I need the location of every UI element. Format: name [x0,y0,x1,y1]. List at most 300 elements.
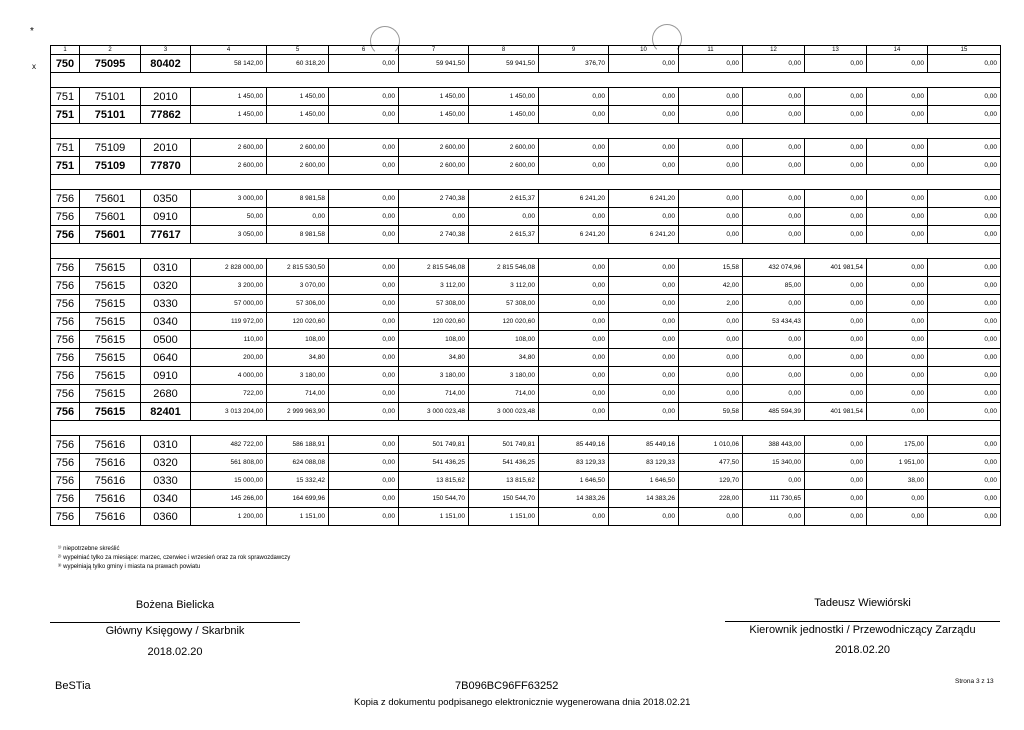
amount-cell: 14 383,26 [609,490,679,508]
amount-cell: 3 180,00 [267,367,329,385]
classification-cell: 0310 [141,436,191,454]
table-row [51,139,1001,157]
amount-cell: 2 600,00 [399,157,469,175]
table-row [51,88,1001,106]
amount-cell: 0,00 [928,472,1001,490]
classification-cell: 75601 [80,226,141,244]
amount-cell: 0,00 [928,313,1001,331]
amount-cell: 58 142,00 [191,55,267,73]
separator-cell [51,244,1001,259]
amount-cell: 13 815,62 [399,472,469,490]
amount-cell: 13 815,62 [469,472,539,490]
amount-cell: 8 981,58 [267,190,329,208]
amount-cell: 0,00 [805,472,867,490]
amount-cell: 228,00 [679,490,743,508]
amount-cell: 0,00 [679,88,743,106]
amount-cell: 0,00 [679,508,743,526]
amount-cell: 0,00 [539,331,609,349]
classification-cell: 75615 [80,367,141,385]
classification-cell: 0910 [141,367,191,385]
amount-cell: 1 450,00 [399,88,469,106]
amount-cell: 0,00 [609,349,679,367]
amount-cell: 0,00 [329,436,399,454]
left-signature-role: Główny Księgowy / Skarbnik [105,625,245,637]
separator-cell [51,421,1001,436]
amount-cell: 2 600,00 [191,139,267,157]
amount-cell: 2 615,37 [469,190,539,208]
table-row [51,490,1001,508]
table-row [51,313,1001,331]
amount-cell: 0,00 [805,208,867,226]
amount-cell: 0,00 [539,403,609,421]
classification-cell: 756 [51,490,80,508]
amount-cell: 1 450,00 [469,106,539,124]
amount-cell: 0,00 [679,157,743,175]
amount-cell: 0,00 [928,106,1001,124]
amount-cell: 2 600,00 [267,157,329,175]
amount-cell: 0,00 [805,367,867,385]
amount-cell: 0,00 [805,139,867,157]
amount-cell: 0,00 [805,226,867,244]
classification-cell: 0330 [141,472,191,490]
table-row-total [51,55,1001,73]
table-row-total [51,106,1001,124]
amount-cell: 38,00 [867,472,928,490]
amount-cell: 0,00 [539,349,609,367]
amount-cell: 432 074,96 [743,259,805,277]
amount-cell: 0,00 [805,454,867,472]
classification-cell: 756 [51,208,80,226]
table-body [51,55,1001,526]
right-signature-date: 2018.02.20 [834,644,891,656]
table-row-total [51,226,1001,244]
amount-cell: 0,00 [743,208,805,226]
amount-cell: 501 749,81 [469,436,539,454]
amount-cell: 2 600,00 [469,139,539,157]
amount-cell: 0,00 [928,226,1001,244]
amount-cell: 34,80 [399,349,469,367]
amount-cell: 53 434,43 [743,313,805,331]
amount-cell: 0,00 [267,208,329,226]
amount-cell: 0,00 [539,295,609,313]
classification-cell: 756 [51,385,80,403]
amount-cell: 0,00 [928,385,1001,403]
classification-cell: 756 [51,277,80,295]
classification-cell: 75616 [80,436,141,454]
amount-cell: 0,00 [743,385,805,403]
amount-cell: 1 646,50 [609,472,679,490]
amount-cell: 0,00 [539,208,609,226]
amount-cell: 0,00 [609,259,679,277]
classification-cell: 77617 [141,226,191,244]
amount-cell: 3 070,00 [267,277,329,295]
amount-cell: 0,00 [743,295,805,313]
classification-cell: 0350 [141,190,191,208]
amount-cell: 0,00 [743,139,805,157]
amount-cell: 0,00 [805,313,867,331]
separator-cell [51,73,1001,88]
amount-cell: 0,00 [743,331,805,349]
amount-cell: 0,00 [867,88,928,106]
amount-cell: 108,00 [399,331,469,349]
amount-cell: 0,00 [329,55,399,73]
amount-cell: 0,00 [539,367,609,385]
amount-cell: 0,00 [743,157,805,175]
amount-cell: 0,00 [539,106,609,124]
left-signature-name: Bożena Bielicka [135,599,215,611]
amount-cell: 0,00 [743,508,805,526]
amount-cell: 0,00 [539,313,609,331]
column-number: 7 [399,46,469,55]
amount-cell: 0,00 [928,436,1001,454]
table-row [51,277,1001,295]
column-number: 2 [80,46,141,55]
amount-cell: 0,00 [867,295,928,313]
amount-cell: 57 308,00 [469,295,539,313]
amount-cell: 0,00 [928,367,1001,385]
amount-cell: 59 941,50 [399,55,469,73]
amount-cell: 561 808,00 [191,454,267,472]
classification-cell: 75615 [80,349,141,367]
amount-cell: 0,00 [609,331,679,349]
table-row [51,367,1001,385]
app-name: BeSTia [55,680,91,692]
amount-cell: 0,00 [329,508,399,526]
amount-cell: 200,00 [191,349,267,367]
amount-cell: 0,00 [928,295,1001,313]
amount-cell: 2 600,00 [469,157,539,175]
classification-cell: 756 [51,403,80,421]
classification-cell: 756 [51,313,80,331]
amount-cell: 0,00 [867,367,928,385]
amount-cell: 2 615,37 [469,226,539,244]
amount-cell: 110,00 [191,331,267,349]
amount-cell: 0,00 [928,157,1001,175]
amount-cell: 0,00 [329,259,399,277]
amount-cell: 0,00 [679,331,743,349]
amount-cell: 0,00 [329,139,399,157]
amount-cell: 714,00 [267,385,329,403]
classification-cell: 75095 [80,55,141,73]
amount-cell: 111 730,65 [743,490,805,508]
amount-cell: 6 241,20 [539,190,609,208]
amount-cell: 0,00 [867,349,928,367]
amount-cell: 0,00 [329,208,399,226]
amount-cell: 3 050,00 [191,226,267,244]
amount-cell: 42,00 [679,277,743,295]
amount-cell: 0,00 [867,190,928,208]
amount-cell: 2 740,38 [399,226,469,244]
amount-cell: 1 450,00 [469,88,539,106]
amount-cell: 3 112,00 [399,277,469,295]
amount-cell: 0,00 [867,139,928,157]
amount-cell: 3 180,00 [399,367,469,385]
amount-cell: 0,00 [679,190,743,208]
classification-cell: 0310 [141,259,191,277]
amount-cell: 1 450,00 [267,106,329,124]
classification-cell: 75601 [80,208,141,226]
classification-cell: 75616 [80,490,141,508]
table-row [51,385,1001,403]
amount-cell: 0,00 [539,88,609,106]
classification-cell: 75616 [80,454,141,472]
budget-table [50,45,1001,526]
amount-cell: 0,00 [679,139,743,157]
classification-cell: 75615 [80,331,141,349]
classification-cell: 0500 [141,331,191,349]
amount-cell: 477,50 [679,454,743,472]
amount-cell: 1 450,00 [399,106,469,124]
amount-cell: 1 450,00 [191,88,267,106]
amount-cell: 0,00 [867,208,928,226]
amount-cell: 3 180,00 [469,367,539,385]
column-number: 12 [743,46,805,55]
amount-cell: 0,00 [928,139,1001,157]
amount-cell: 15,58 [679,259,743,277]
amount-cell: 586 188,91 [267,436,329,454]
column-number: 4 [191,46,267,55]
amount-cell: 1 151,00 [267,508,329,526]
amount-cell: 3 000,00 [191,190,267,208]
amount-cell: 108,00 [469,331,539,349]
amount-cell: 108,00 [267,331,329,349]
amount-cell: 0,00 [805,331,867,349]
amount-cell: 541 436,25 [399,454,469,472]
amount-cell: 388 443,00 [743,436,805,454]
group-separator [51,175,1001,190]
amount-cell: 0,00 [928,331,1001,349]
amount-cell: 0,00 [609,106,679,124]
table-row [51,454,1001,472]
classification-cell: 756 [51,367,80,385]
amount-cell: 1 151,00 [469,508,539,526]
table-row-total [51,403,1001,421]
amount-cell: 3 200,00 [191,277,267,295]
classification-cell: 80402 [141,55,191,73]
classification-cell: 756 [51,436,80,454]
amount-cell: 0,00 [539,508,609,526]
amount-cell: 401 981,54 [805,259,867,277]
amount-cell: 2 600,00 [191,157,267,175]
amount-cell: 0,00 [805,508,867,526]
column-number: 11 [679,46,743,55]
classification-cell: 75101 [80,106,141,124]
amount-cell: 145 266,00 [191,490,267,508]
group-separator [51,244,1001,259]
amount-cell: 34,80 [267,349,329,367]
margin-mark-asterisk: * [30,26,34,37]
amount-cell: 0,00 [805,385,867,403]
amount-cell: 0,00 [679,106,743,124]
amount-cell: 1 646,50 [539,472,609,490]
classification-cell: 0340 [141,490,191,508]
amount-cell: 34,80 [469,349,539,367]
classification-cell: 82401 [141,403,191,421]
amount-cell: 0,00 [609,385,679,403]
amount-cell: 0,00 [743,55,805,73]
classification-cell: 0360 [141,508,191,526]
amount-cell: 0,00 [867,508,928,526]
classification-cell: 75101 [80,88,141,106]
footnote-2: ²⁾ wypełniać tylko za miesiące: marzec, czerwiec i wrzesień oraz za rok sprawozdawczy [58,555,291,561]
amount-cell: 0,00 [609,403,679,421]
classification-cell: 75615 [80,385,141,403]
amount-cell: 0,00 [329,490,399,508]
table-row [51,208,1001,226]
amount-cell: 0,00 [539,259,609,277]
amount-cell: 57 000,00 [191,295,267,313]
amount-cell: 1 151,00 [399,508,469,526]
amount-cell: 0,00 [679,226,743,244]
amount-cell: 0,00 [928,88,1001,106]
footnote-3: ³⁾ wypełniają tylko gminy i miasta na prawach powiatu [58,564,201,570]
amount-cell: 129,70 [679,472,743,490]
amount-cell: 722,00 [191,385,267,403]
amount-cell: 0,00 [743,106,805,124]
amount-cell: 15 332,42 [267,472,329,490]
classification-cell: 750 [51,55,80,73]
amount-cell: 376,70 [539,55,609,73]
amount-cell: 1 450,00 [191,106,267,124]
column-number: 14 [867,46,928,55]
amount-cell: 0,00 [805,277,867,295]
amount-cell: 0,00 [867,313,928,331]
column-number: 10 [609,46,679,55]
column-number: 6 [329,46,399,55]
amount-cell: 2 828 000,00 [191,259,267,277]
column-number: 9 [539,46,609,55]
column-number: 15 [928,46,1001,55]
classification-cell: 756 [51,190,80,208]
classification-cell: 0320 [141,277,191,295]
table-row [51,436,1001,454]
amount-cell: 0,00 [539,139,609,157]
amount-cell: 119 972,00 [191,313,267,331]
classification-cell: 75616 [80,472,141,490]
amount-cell: 0,00 [743,226,805,244]
amount-cell: 120 020,60 [469,313,539,331]
amount-cell: 0,00 [329,157,399,175]
amount-cell: 0,00 [928,259,1001,277]
amount-cell: 0,00 [609,139,679,157]
amount-cell: 0,00 [928,403,1001,421]
amount-cell: 0,00 [329,349,399,367]
amount-cell: 6 241,20 [609,190,679,208]
amount-cell: 3 000 023,48 [399,403,469,421]
amount-cell: 0,00 [329,226,399,244]
amount-cell: 0,00 [329,385,399,403]
amount-cell: 3 013 204,00 [191,403,267,421]
right-signature-name: Tadeusz Wiewiórski [814,597,911,609]
classification-cell: 2010 [141,88,191,106]
amount-cell: 3 000 023,48 [469,403,539,421]
amount-cell: 0,00 [329,331,399,349]
classification-cell: 751 [51,88,80,106]
amount-cell: 57 308,00 [399,295,469,313]
amount-cell: 0,00 [928,349,1001,367]
amount-cell: 0,00 [609,313,679,331]
amount-cell: 0,00 [609,277,679,295]
group-separator [51,421,1001,436]
amount-cell: 3 112,00 [469,277,539,295]
classification-cell: 75601 [80,190,141,208]
amount-cell: 2 600,00 [399,139,469,157]
amount-cell: 2 600,00 [267,139,329,157]
amount-cell: 6 241,20 [609,226,679,244]
classification-cell: 751 [51,106,80,124]
amount-cell: 4 000,00 [191,367,267,385]
column-number: 13 [805,46,867,55]
amount-cell: 0,00 [329,106,399,124]
amount-cell: 0,00 [679,208,743,226]
amount-cell: 0,00 [609,295,679,313]
amount-cell: 714,00 [469,385,539,403]
amount-cell: 0,00 [743,190,805,208]
amount-cell: 0,00 [805,157,867,175]
classification-cell: 0330 [141,295,191,313]
amount-cell: 0,00 [805,295,867,313]
amount-cell: 57 306,00 [267,295,329,313]
classification-cell: 756 [51,331,80,349]
amount-cell: 1 450,00 [267,88,329,106]
amount-cell: 83 129,33 [609,454,679,472]
amount-cell: 0,00 [928,454,1001,472]
classification-cell: 756 [51,472,80,490]
amount-cell: 85,00 [743,277,805,295]
classification-cell: 756 [51,295,80,313]
right-signature-line [725,621,1000,622]
footnote-1: ¹⁾ niepotrzebne skreślić [58,546,120,552]
amount-cell: 0,00 [928,508,1001,526]
classification-cell: 756 [51,226,80,244]
table-row-total [51,157,1001,175]
classification-cell: 77870 [141,157,191,175]
amount-cell: 0,00 [329,367,399,385]
right-signature-role: Kierownik jednostki / Przewodniczący Zarządu [749,624,976,636]
amount-cell: 0,00 [539,157,609,175]
amount-cell: 0,00 [539,277,609,295]
amount-cell: 0,00 [867,385,928,403]
amount-cell: 2 999 963,90 [267,403,329,421]
amount-cell: 0,00 [805,88,867,106]
table-row [51,349,1001,367]
amount-cell: 0,00 [867,490,928,508]
amount-cell: 0,00 [679,55,743,73]
classification-cell: 75615 [80,295,141,313]
amount-cell: 60 318,20 [267,55,329,73]
amount-cell: 175,00 [867,436,928,454]
amount-cell: 0,00 [805,106,867,124]
classification-cell: 75109 [80,139,141,157]
margin-mark-x: x [32,62,36,71]
amount-cell: 624 088,08 [267,454,329,472]
classification-cell: 0910 [141,208,191,226]
classification-cell: 75615 [80,313,141,331]
amount-cell: 0,00 [329,277,399,295]
amount-cell: 0,00 [679,367,743,385]
amount-cell: 0,00 [679,349,743,367]
amount-cell: 0,00 [329,472,399,490]
classification-cell: 0340 [141,313,191,331]
amount-cell: 164 699,96 [267,490,329,508]
amount-cell: 2 815 546,08 [469,259,539,277]
amount-cell: 0,00 [329,403,399,421]
table-row [51,508,1001,526]
classification-cell: 75615 [80,403,141,421]
amount-cell: 85 449,16 [539,436,609,454]
amount-cell: 120 020,60 [267,313,329,331]
column-number: 5 [267,46,329,55]
